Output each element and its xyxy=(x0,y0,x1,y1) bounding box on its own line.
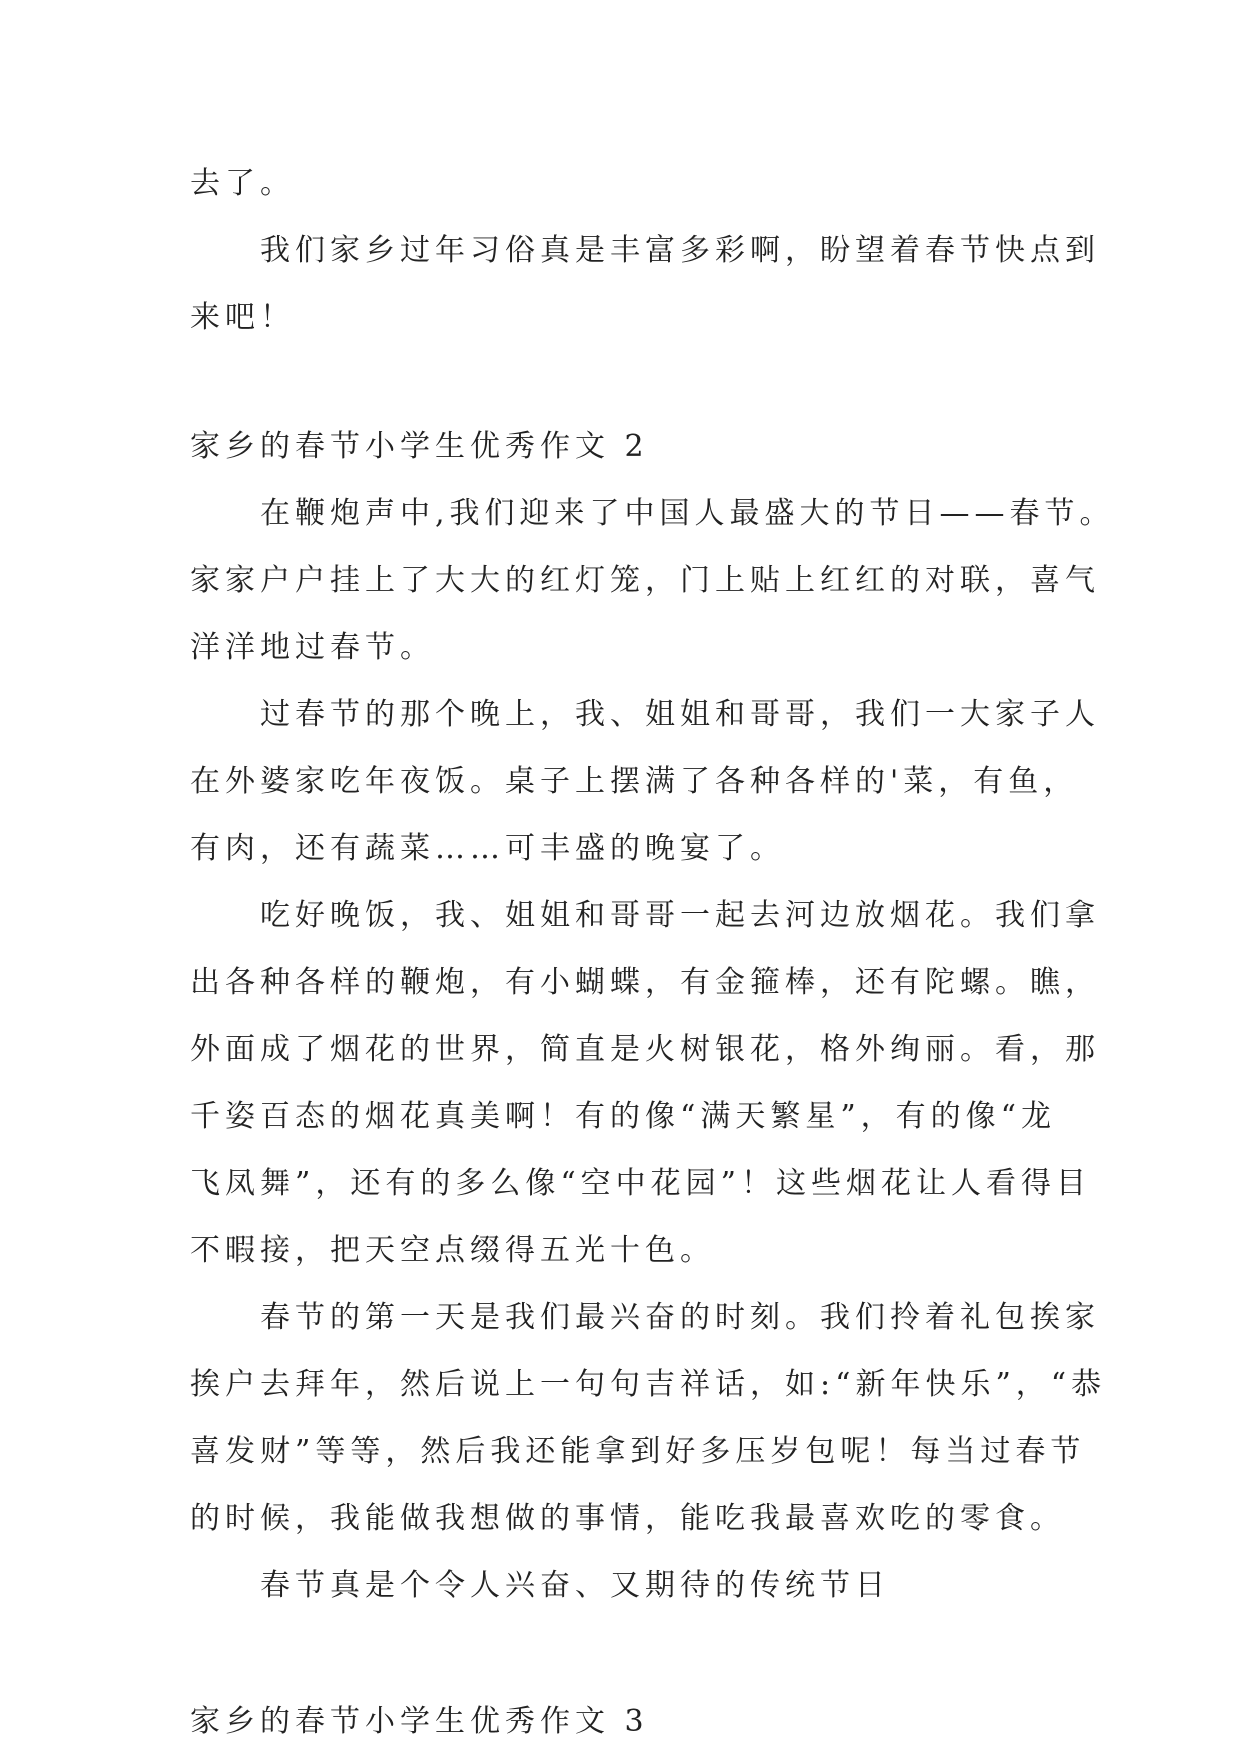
text-line: 在外婆家吃年夜饭。桌子上摆满了各种各样的'菜，有鱼， xyxy=(190,764,1079,799)
essay-2-paragraph-3 xyxy=(190,882,1100,1284)
text-line: 出各种各样的鞭炮，有小蝴蝶，有金箍棒，还有陀螺。瞧， xyxy=(190,965,1100,1000)
text-line: 我们家乡过年习俗真是丰富多彩啊，盼望着春节快点到 xyxy=(260,233,1100,268)
paragraph-closing xyxy=(190,217,1100,351)
text-line: 吃好晚饭，我、姐姐和哥哥一起去河边放烟花。我们拿 xyxy=(260,898,1100,933)
text-line: 在鞭炮声中,我们迎来了中国人最盛大的节日——春节。 xyxy=(260,496,1115,531)
text-line: 春节真是个令人兴奋、又期待的传统节日 xyxy=(260,1568,890,1603)
text-line: 过春节的那个晚上，我、姐姐和哥哥，我们一大家子人 xyxy=(260,697,1100,732)
text-line: 去了。 xyxy=(190,166,295,201)
text-line: 家家户户挂上了大大的红灯笼，门上贴上红红的对联，喜气 xyxy=(190,563,1100,598)
text-line: 有肉，还有蔬菜……可丰盛的晚宴了。 xyxy=(190,831,785,866)
text-line: 飞凤舞”，还有的多么像“空中花园”！这些烟花让人看得目 xyxy=(190,1166,1092,1201)
text-line: 喜发财”等等，然后我还能拿到好多压岁包呢！每当过春节 xyxy=(190,1434,1086,1469)
text-line: 春节的第一天是我们最兴奋的时刻。我们拎着礼包挨家 xyxy=(260,1300,1100,1335)
essay-2-paragraph-2 xyxy=(190,681,1100,882)
essay-2-paragraph-4 xyxy=(190,1284,1107,1552)
text-line: 的时候，我能做我想做的事情，能吃我最喜欢吃的零食。 xyxy=(190,1501,1065,1536)
document-page xyxy=(190,150,1115,1755)
essay-3-title: 家乡的春节小学生优秀作文 3 xyxy=(190,1704,649,1739)
essay-2-paragraph-5 xyxy=(190,1552,1062,1619)
text-line: 洋洋地过春节。 xyxy=(190,630,435,665)
section-gap xyxy=(190,351,1062,413)
text-line: 挨户去拜年，然后说上一句句吉祥话，如:“新年快乐”，“恭 xyxy=(190,1367,1107,1402)
text-line: 不暇接，把天空点缀得五光十色。 xyxy=(190,1233,715,1268)
essay-2-title: 家乡的春节小学生优秀作文 2 xyxy=(190,429,649,464)
text-line: 千姿百态的烟花真美啊！有的像“满天繁星”，有的像“龙 xyxy=(190,1099,1057,1134)
text-line: 来吧！ xyxy=(190,300,295,335)
paragraph-intro-tail xyxy=(190,150,1062,217)
section-gap xyxy=(190,1619,1062,1688)
text-line: 外面成了烟花的世界，简直是火树银花，格外绚丽。看，那 xyxy=(190,1032,1100,1067)
essay-2-paragraph-1 xyxy=(190,480,1115,681)
